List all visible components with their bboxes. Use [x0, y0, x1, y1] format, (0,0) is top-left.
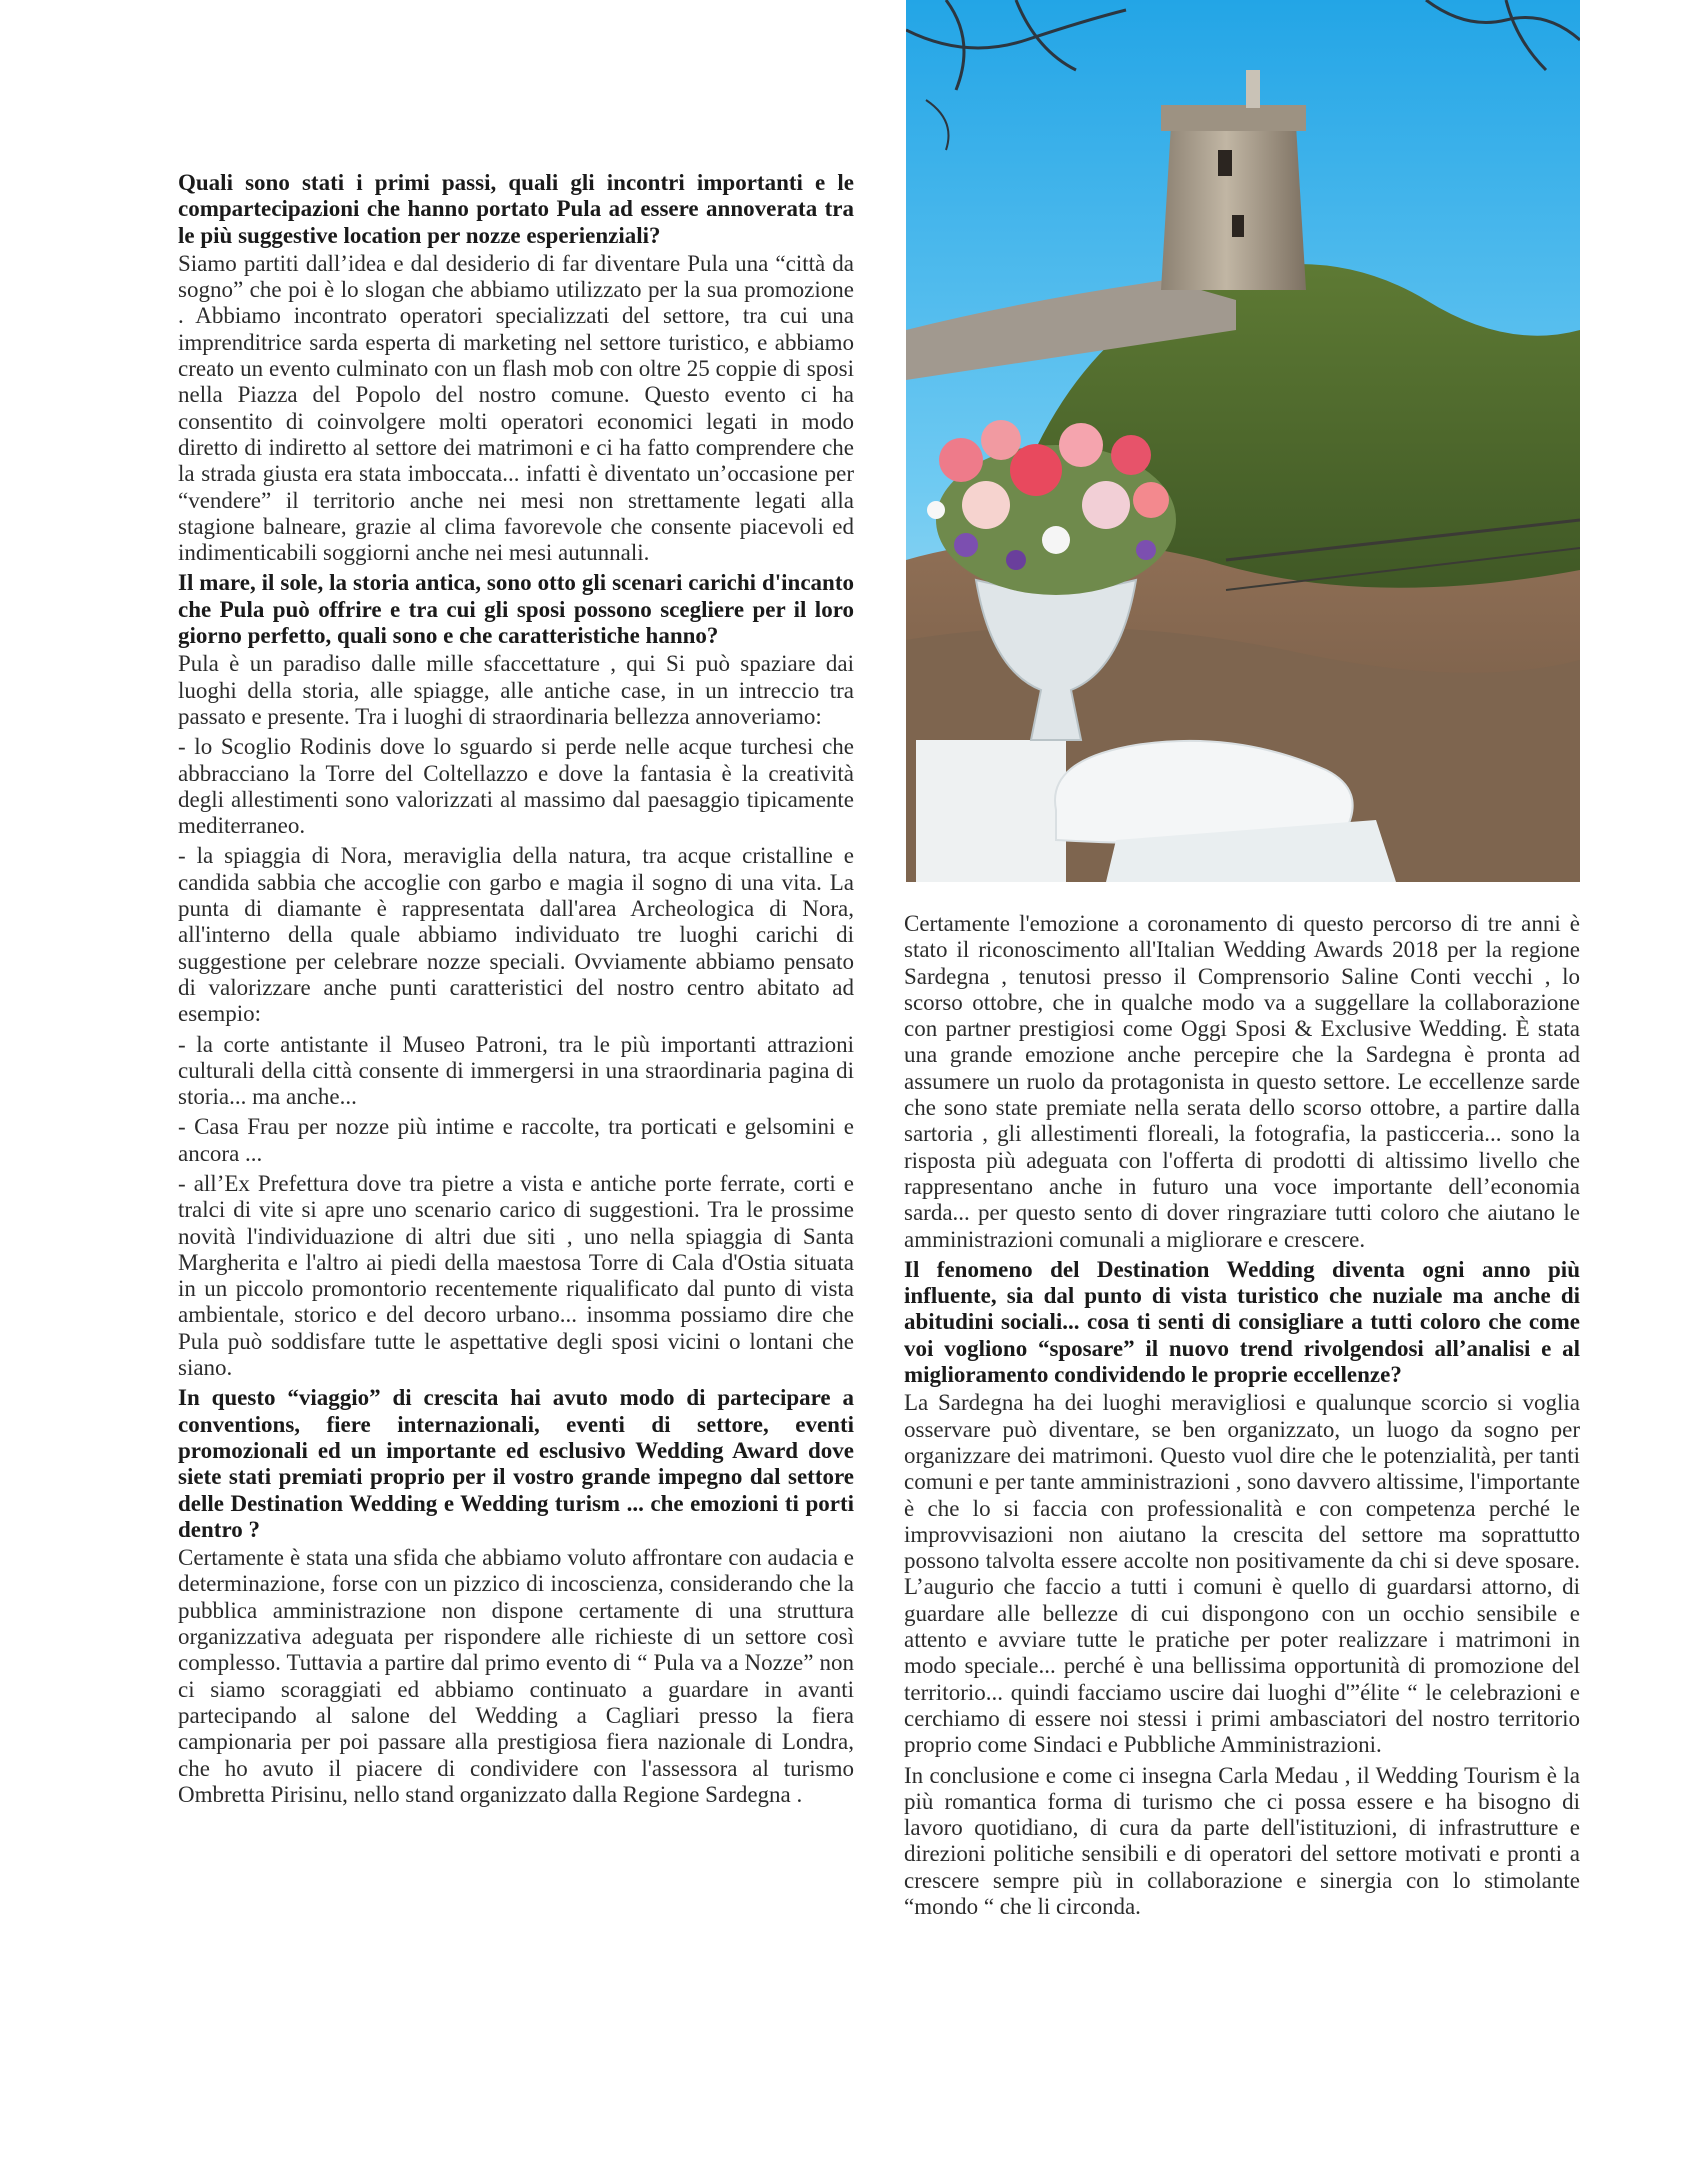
answer-paragraph: Siamo partiti dall’idea e dal desiderio di far diventare Pula una “città da sogno” che poi è lo slogan che abbiamo utilizzato per la sua promozione . Abbiamo incontrato operatori specializzati del settore, tra cui una imprenditrice sarda esperta di marketing nel settore turistico, e abbiamo creato un evento culminato con un flash mob con oltre 25 coppie di sposi nella Piazza del Popolo del nostro comune. Questo evento ci ha consentito di coinvolgere molti operatori economici legati in modo diretto di indiretto al settore dei matrimoni e ci ha fatto comprendere che la strada giusta era stata imboccata... infatti è diventato un’occasione per “vendere” il territorio anche nei mesi non strettamente legati alla stagione balneare, grazie al clima favorevole che consente piacevoli ed indimenticabili soggiorni anche nei mesi autunnali. — [178, 250, 854, 566]
question-paragraph: Quali sono stati i primi passi, quali gli incontri importanti e le compartecipazioni che hanno portato Pula ad essere annoverata tra le più suggestive location per nozze esperienziali? — [178, 170, 854, 248]
answer-paragraph: - all’Ex Prefettura dove tra pietre a vista e antiche porte ferrate, corti e tralci di vite si apre uno scenario carico di suggestioni. Tra le prossime novità l'individuazione di altri due siti , uno nella spiaggia di Santa Margherita e l'altro ai piedi della maestosa Torre di Cala d'Ostia situata in un piccolo promontorio recentemente riqualificato dal punto di vista ambientale, storico e del decoro urbano... insomma possiamo dire che Pula può soddisfare tutte le aspettative degli sposi vicini o lontani che siano. — [178, 1170, 854, 1381]
answer-paragraph: La Sardegna ha dei luoghi meravigliosi e qualunque scorcio si voglia osservare può diventare, se ben organizzato, un luogo da sogno per organizzare dei matrimoni. Questo vuol dire che le potenzialità, per tanti comuni e per tante amministrazioni , sono davvero altissime, l'importante è che lo si faccia con professionalità e con competenza perché le improvvisazioni non aiutano la crescita del settore ma soprattutto possono talvolta essere accolte non positivamente da chi si deve sposare. L’augurio che faccio a tutti i comuni è quello di guardarsi attorno, di guardare alle bellezze di cui dispongono con un occhio sensibile e attento e avviare tutte le pratiche per poter realizzare i matrimoni in modo speciale... perché è una bellissima opportunità di promozione del territorio... quindi facciamo uscire dai luoghi d'”élite “ le celebrazioni e cerchiamo di essere noi stessi i primi ambasciatori del nostro territorio proprio come Sindaci e Pubbliche Amministrazioni. — [904, 1390, 1580, 1758]
answer-paragraph: - lo Scoglio Rodinis dove lo sguardo si perde nelle acque turchesi che abbracciano la Torre del Coltellazzo e dove la fantasia è la creatività degli allestimenti sono valorizzati al massimo dal paesaggio tipicamente mediterraneo. — [178, 734, 854, 839]
answer-paragraph: - la corte antistante il Museo Patroni, tra le più importanti attrazioni culturali della città consente di immergersi in una straordinaria pagina di storia... ma anche... — [178, 1031, 854, 1110]
answer-paragraph: - Casa Frau per nozze più intime e raccolte, tra porticati e gelsomini e ancora ... — [178, 1114, 854, 1166]
article-column-right — [904, 911, 1580, 1924]
question-paragraph: In questo “viaggio” di crescita hai avuto modo di partecipare a conventions, fiere internazionali, eventi di settore, eventi promozionali ed un importante ed esclusivo Wedding Award dove siete stati premiati proprio per il vostro grande impegno dal settore delle Destination Wedding e Wedding turism ... che emozioni ti porti dentro ? — [178, 1385, 854, 1542]
tower-photo-illustration — [906, 0, 1580, 882]
answer-paragraph: Pula è un paradiso dalle mille sfaccettature , qui Si può spaziare dai luoghi della storia, alle spiagge, alle antiche case, in un intreccio tra passato e presente. Tra i luoghi di straordinaria bellezza annoveriamo: — [178, 651, 854, 729]
tower-photo — [906, 0, 1580, 882]
article-column-left — [178, 170, 854, 1812]
question-paragraph: Il fenomeno del Destination Wedding diventa ogni anno più influente, sia dal punto di vista turistico che nuziale ma anche di abitudini sociali... cosa ti senti di consigliare a tutti coloro che come voi vogliono “sposare” il nuovo trend rivolgendosi all’analisi e al miglioramento condividendo le proprie eccellenze? — [904, 1256, 1580, 1388]
answer-paragraph: Certamente l'emozione a coronamento di questo percorso di tre anni è stato il riconoscimento all'Italian Wedding Awards 2018 per la regione Sardegna , tenutosi presso il Comprensorio Saline Conti vecchi , lo scorso ottobre, che in qualche modo va a suggellare la collaborazione con partner prestigiosi come Oggi Sposi & Exclusive Wedding. È stata una grande emozione anche percepire che la Sardegna è pronta ad assumere un ruolo da protagonista in questo settore. Le eccellenze sarde che sono state premiate nella serata dello scorso ottobre, a partire dalla sartoria , gli allestimenti floreali, la fotografia, la pasticceria... sono la risposta più adeguata con l'offerta di prodotti di altissimo livello che rappresentano anche in futuro una voce importante dell’economia sarda... per questo sento di dover ringraziare tutti coloro che aiutano le amministrazioni comunali a migliorare e crescere. — [904, 911, 1580, 1252]
question-paragraph: Il mare, il sole, la storia antica, sono otto gli scenari carichi d'incanto che Pula può offrire e tra cui gli sposi possono scegliere per il loro giorno perfetto, quali sono e che caratteristiche hanno? — [178, 570, 854, 649]
answer-paragraph: - la spiaggia di Nora, meraviglia della natura, tra acque cristalline e candida sabbia che accoglie con garbo e magia il sogno di una vita. La punta di diamante è rappresentata dall'area Archeologica di Nora, all'interno della quale abbiamo individuato tre luoghi carichi di suggestione per celebrare nozze speciali. Ovviamente abbiamo pensato di valorizzare anche punti caratteristici del nostro centro abitato ad esempio: — [178, 843, 854, 1027]
answer-paragraph: In conclusione e come ci insegna Carla Medau , il Wedding Tourism è la più romantica forma di turismo che ci possa essere e ha bisogno di lavoro quotidiano, di cura da parte dell'istituzioni, di infrastrutture e direzioni politiche sensibili e di operatori del settore motivati e pronti a crescere sempre più in collaborazione e sinergia con lo stimolante “mondo “ che li circonda. — [904, 1762, 1580, 1919]
answer-paragraph: Certamente è stata una sfida che abbiamo voluto affrontare con audacia e determinazione, forse con un pizzico di incoscienza, considerando che la pubblica amministrazione non dispone certamente di una struttura organizzativa adeguata per rispondere alle richieste di un settore così complesso. Tuttavia a partire dal primo evento di “ Pula va a Nozze” non ci siamo scoraggiati ed abbiamo continuato a guardare in avanti partecipando al salone del Wedding a Cagliari presso la fiera campionaria per poi passare alla prestigiosa fiera nazionale di Londra, che ho avuto il piacere di condividere con l'assessora al turismo Ombretta Pirisinu, nello stand organizzato dalla Regione Sardegna . — [178, 1545, 854, 1807]
